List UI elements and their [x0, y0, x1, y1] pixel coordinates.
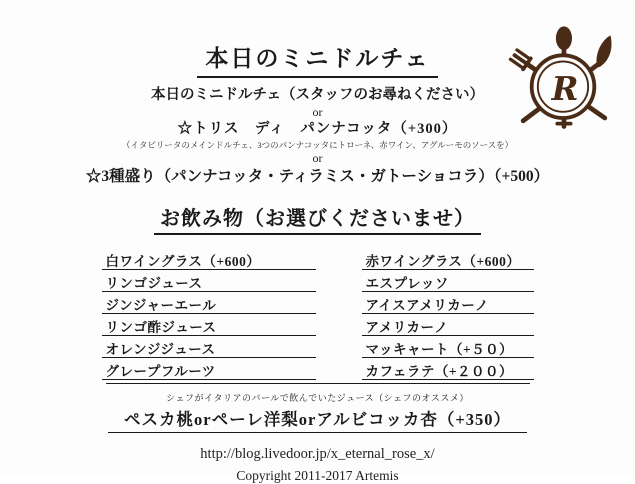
drink-item: 白ワイングラス（+600） [102, 248, 316, 270]
drink-item: オレンジジュース [102, 336, 316, 358]
drink-item: マッキャート（+５０） [362, 336, 534, 358]
dolce-line: 本日のミニドルチェ（スタッフのお尋ねください） [150, 87, 485, 103]
drink-item: カフェラテ（+２００） [362, 358, 534, 380]
drink-item: ジンジャーエール [102, 292, 316, 314]
drink-item: リンゴジュース [102, 270, 316, 292]
drink-item: グレープフルーツ [102, 358, 316, 380]
table-row [102, 292, 534, 314]
drink-item: リンゴ酢ジュース [102, 314, 316, 336]
drink-item: 赤ワイングラス（+600） [362, 248, 534, 270]
table-bottom-rule [106, 383, 530, 384]
table-row [102, 358, 534, 380]
dolce-option-1: ☆トリス ディ パンナコッタ（+300） [177, 120, 458, 137]
copyright-text: Copyright 2011-2017 Artemis [236, 468, 399, 484]
logo-letter: R [551, 69, 579, 108]
table-row [102, 314, 534, 336]
drink-item: アメリカーノ [362, 314, 534, 336]
drinks-table [102, 248, 534, 380]
table-row [102, 248, 534, 270]
page-title: 本日のミニドルチェ [197, 40, 437, 78]
blog-url: http://blog.livedoor.jp/x_eternal_rose_x/ [200, 446, 435, 463]
drinks-heading: お飲み物（お選びくださいませ） [154, 202, 481, 235]
dolce-option-2: ☆3種盛り（パンナコッタ・ティラミス・ガトーショコラ）（+500） [85, 167, 550, 185]
table-row [102, 336, 534, 358]
restaurant-logo-icon [505, 24, 621, 136]
or-text: or [312, 151, 323, 166]
dolce-option-1-note: （イタビリータのメインドルチェ、3つのパンナコッタにトローネ、赤ワイン、アグルーモのソースを） [121, 140, 514, 151]
table-row [102, 270, 534, 292]
drink-item: アイスアメリカーノ [362, 292, 534, 314]
or-text: or [312, 105, 323, 120]
drink-item: エスプレッソ [362, 270, 534, 292]
special-juice: ペスカ桃orペーレ洋梨orアルビコッカ杏（+350） [108, 406, 527, 433]
chef-note: シェフがイタリアのバールで飲んでいたジュース（シェフのオススメ） [166, 393, 469, 404]
